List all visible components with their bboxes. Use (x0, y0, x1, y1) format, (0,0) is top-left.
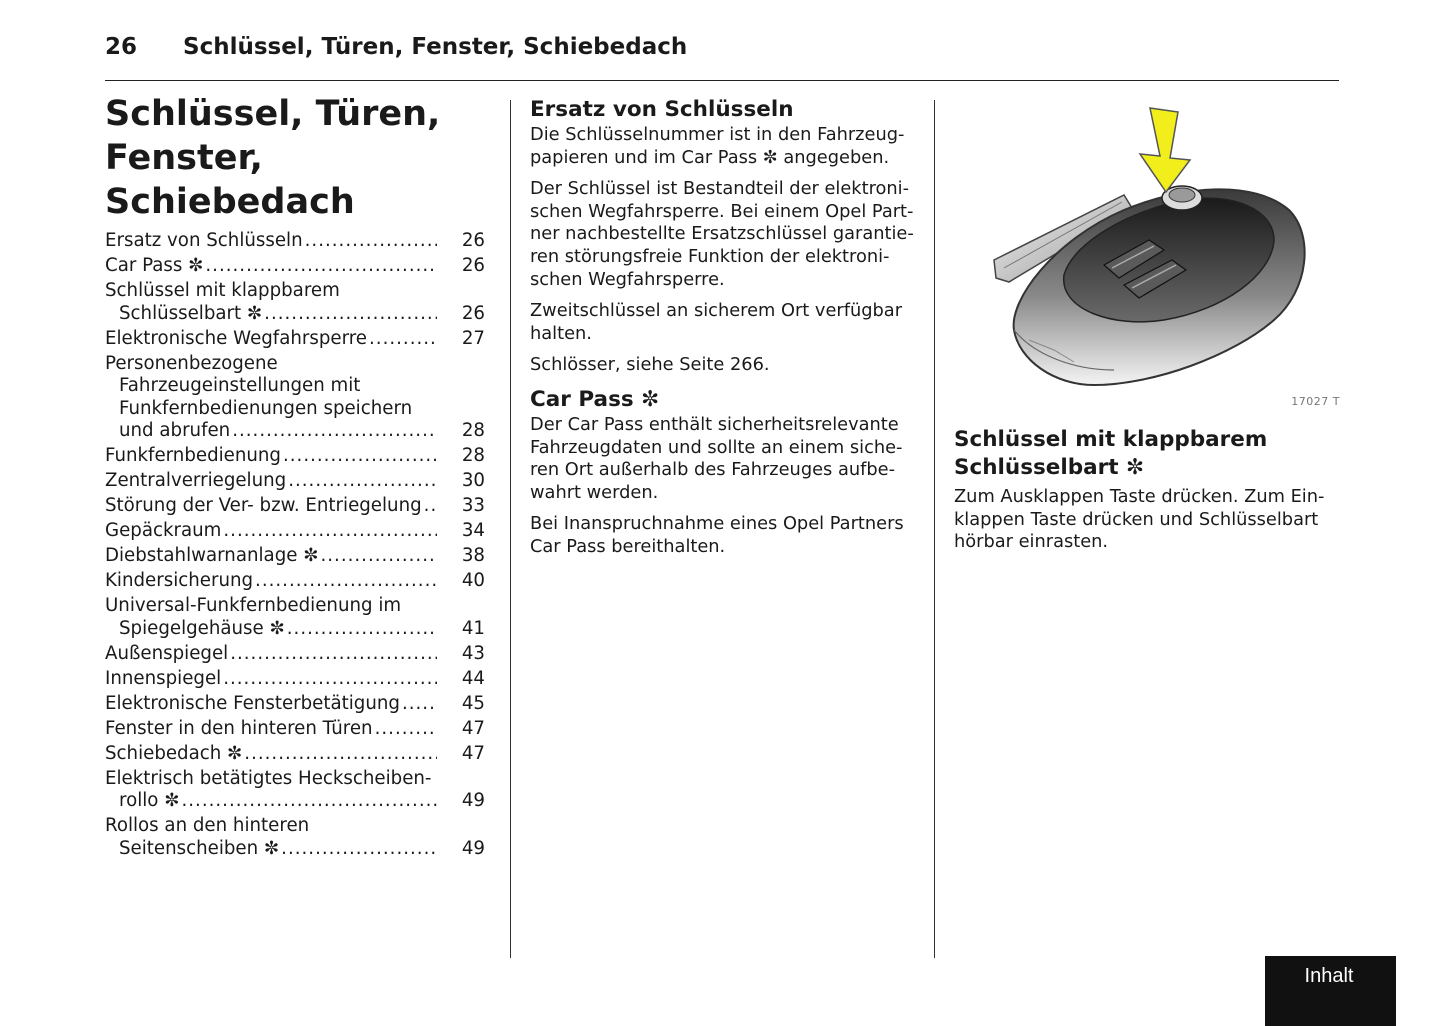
toc-leader-dots (287, 618, 437, 641)
page-number: 26 (105, 34, 138, 60)
toc-entry-text: Universal-Funkfernbedienung im (105, 595, 402, 617)
toc-entry-text: Kindersicherung (105, 570, 254, 592)
folding-key-icon (954, 100, 1340, 400)
toc-entry[interactable] (105, 815, 485, 860)
toc-entry-text: Elektronische Wegfahrsperre (105, 327, 367, 349)
toc-entry-text: Schlüsselbart ✼ (119, 302, 263, 324)
toc-entry-text: Rollos an den hinteren (105, 815, 310, 837)
toc-entry-text: Störung der Ver- bzw. Entriegelung (105, 495, 422, 517)
toc-entry-text: Funkfernbedienungen speichern (119, 397, 413, 419)
toc-entry-text: Ersatz von Schlüsseln (105, 230, 303, 251)
toc-page-number: 40 (461, 570, 485, 592)
toc-leader-dots (205, 255, 437, 278)
column-divider (510, 100, 511, 958)
section-heading-folding-key (954, 426, 1342, 482)
chapter-title-line: Schlüssel, Türen, (105, 94, 441, 134)
toc-leader-dots (305, 230, 437, 253)
toc-entry[interactable] (105, 643, 485, 666)
toc-leader-dots (223, 520, 437, 543)
toc-entry-text: und abrufen (119, 420, 231, 442)
arrow-icon (1140, 108, 1190, 192)
heading-line: Schlüssel mit klappbarem (954, 427, 1268, 452)
toc-page-number: 26 (461, 302, 485, 324)
toc-page-number: 26 (461, 230, 485, 251)
running-header-title: Schlüssel, Türen, Fenster, Schiebedach (183, 34, 688, 60)
chapter-title (105, 92, 505, 224)
toc-leader-dots (424, 495, 437, 518)
toc-entry[interactable] (105, 230, 485, 253)
paragraph: Die Schlüsselnummer ist in den Fahrzeug-papieren und im Car Pass ✼ angegeben. (530, 124, 905, 168)
toc-entry[interactable] (105, 570, 485, 593)
toc-entry-text: Zentralverriegelung (105, 470, 287, 492)
toc-entry-text: Fenster in den hinteren Türen (105, 717, 373, 739)
toc-entry-text: Schiebedach ✼ (105, 742, 243, 764)
toc-entry-text: Funkfernbedienung (105, 445, 281, 467)
toc-entry[interactable] (105, 743, 485, 766)
toc-page-number: 44 (461, 667, 485, 689)
toc-leader-dots (181, 790, 437, 813)
toc-entry[interactable] (105, 280, 485, 325)
toc-page-number: 28 (461, 445, 485, 467)
toc-entry-text: Personenbezogene (105, 352, 278, 374)
toc-page-number: 38 (461, 545, 485, 567)
column-text-2 (954, 426, 1342, 563)
toc-entry-text: Fahrzeugeinstellungen mit (119, 375, 361, 397)
toc-leader-dots (320, 545, 437, 568)
toc-entry-text: Gepäckraum (105, 520, 222, 542)
table-of-contents (105, 230, 485, 863)
toc-page-number: 27 (461, 327, 485, 349)
toc-entry[interactable] (105, 668, 485, 691)
toc-page-number: 47 (461, 742, 485, 764)
toc-entry[interactable] (105, 545, 485, 568)
toc-entry[interactable] (105, 470, 485, 493)
paragraph: Zum Ausklappen Taste drücken. Zum Ein-klappen Taste drücken und Schlüsselbart hörbar einrasten. (954, 486, 1325, 553)
toc-entry[interactable] (105, 328, 485, 351)
toc-entry-text: Innenspiegel (105, 667, 222, 689)
column-divider (934, 100, 935, 958)
toc-entry[interactable] (105, 520, 485, 543)
toc-leader-dots (402, 693, 437, 716)
chapter-title-line: Fenster, Schiebedach (105, 138, 355, 222)
paragraph: Der Schlüssel ist Bestandteil der elektroni-schen Wegfahrsperre. Bei einem Opel Part-ner nachbestellte Ersatzschlüssel garantie-ren störungsfreie Funktion der elektroni-schen Wegfahrsperre. (530, 178, 914, 290)
toc-entry[interactable] (105, 693, 485, 716)
toc-page-number: 30 (461, 470, 485, 492)
toc-leader-dots (255, 570, 437, 593)
toc-leader-dots (244, 743, 437, 766)
toc-page-number: 28 (461, 420, 485, 442)
toc-entry[interactable] (105, 445, 485, 468)
toc-entry-text: Elektrisch betätigtes Heckscheiben- (105, 767, 432, 789)
toc-page-number: 49 (461, 790, 485, 812)
toc-page-number: 45 (461, 692, 485, 714)
toc-page-number: 33 (461, 495, 485, 517)
heading-line: Schlüsselbart ✼ (954, 455, 1145, 480)
header-rule (105, 80, 1339, 81)
paragraph: Schlösser, siehe Seite 266. (530, 354, 770, 376)
figure-code: 17027 T (1291, 395, 1340, 408)
toc-entry[interactable] (105, 718, 485, 741)
toc-entry[interactable] (105, 255, 485, 278)
paragraph: Der Car Pass enthält sicherheitsrelevante Fahrzeugdaten und sollte an einem siche-ren Ort außerhalb des Fahrzeuges aufbe-wahrt werden. (530, 413, 903, 503)
toc-leader-dots (283, 445, 437, 468)
toc-entry-text: Elektronische Fensterbetätigung (105, 692, 400, 714)
toc-entry-text: Schlüssel mit klappbarem (105, 279, 340, 301)
toc-entry[interactable] (105, 495, 485, 518)
toc-entry-text: Spiegelgehäuse ✼ (119, 617, 285, 639)
toc-page-number: 26 (461, 254, 485, 276)
toc-entry[interactable] (105, 595, 485, 640)
toc-entry-text: Diebstahlwarnanlage ✼ (105, 545, 319, 567)
toc-entry-text: Außenspiegel (105, 642, 229, 664)
toc-leader-dots (281, 838, 437, 861)
toc-entry-text: rollo ✼ (119, 790, 180, 812)
inhalt-button[interactable]: Inhalt (1262, 951, 1396, 1026)
toc-leader-dots (375, 718, 437, 741)
section-heading-replacement: Ersatz von Schlüsseln (530, 97, 794, 122)
toc-leader-dots (230, 643, 437, 666)
toc-entry-text: Seitenscheiben ✼ (119, 837, 280, 859)
toc-entry[interactable] (105, 353, 485, 443)
toc-leader-dots (232, 420, 437, 443)
toc-leader-dots (223, 668, 437, 691)
toc-page-number: 49 (461, 837, 485, 859)
section-heading-carpass: Car Pass ✼ (530, 386, 660, 412)
toc-entry-text: Car Pass ✼ (105, 254, 204, 276)
paragraph: Zweitschlüssel an sicherem Ort verfügbar halten. (530, 300, 903, 344)
toc-page-number: 34 (461, 520, 485, 542)
toc-page-number: 43 (461, 642, 485, 664)
toc-leader-dots (264, 303, 437, 326)
paragraph: Bei Inanspruchnahme eines Opel Partners Car Pass bereithalten. (530, 513, 904, 557)
column-text-1 (530, 96, 920, 568)
key-illustration (954, 100, 1340, 410)
toc-leader-dots (369, 328, 437, 351)
toc-leader-dots (288, 470, 437, 493)
toc-page-number: 41 (461, 617, 485, 639)
toc-page-number: 47 (461, 717, 485, 739)
toc-entry[interactable] (105, 768, 485, 813)
